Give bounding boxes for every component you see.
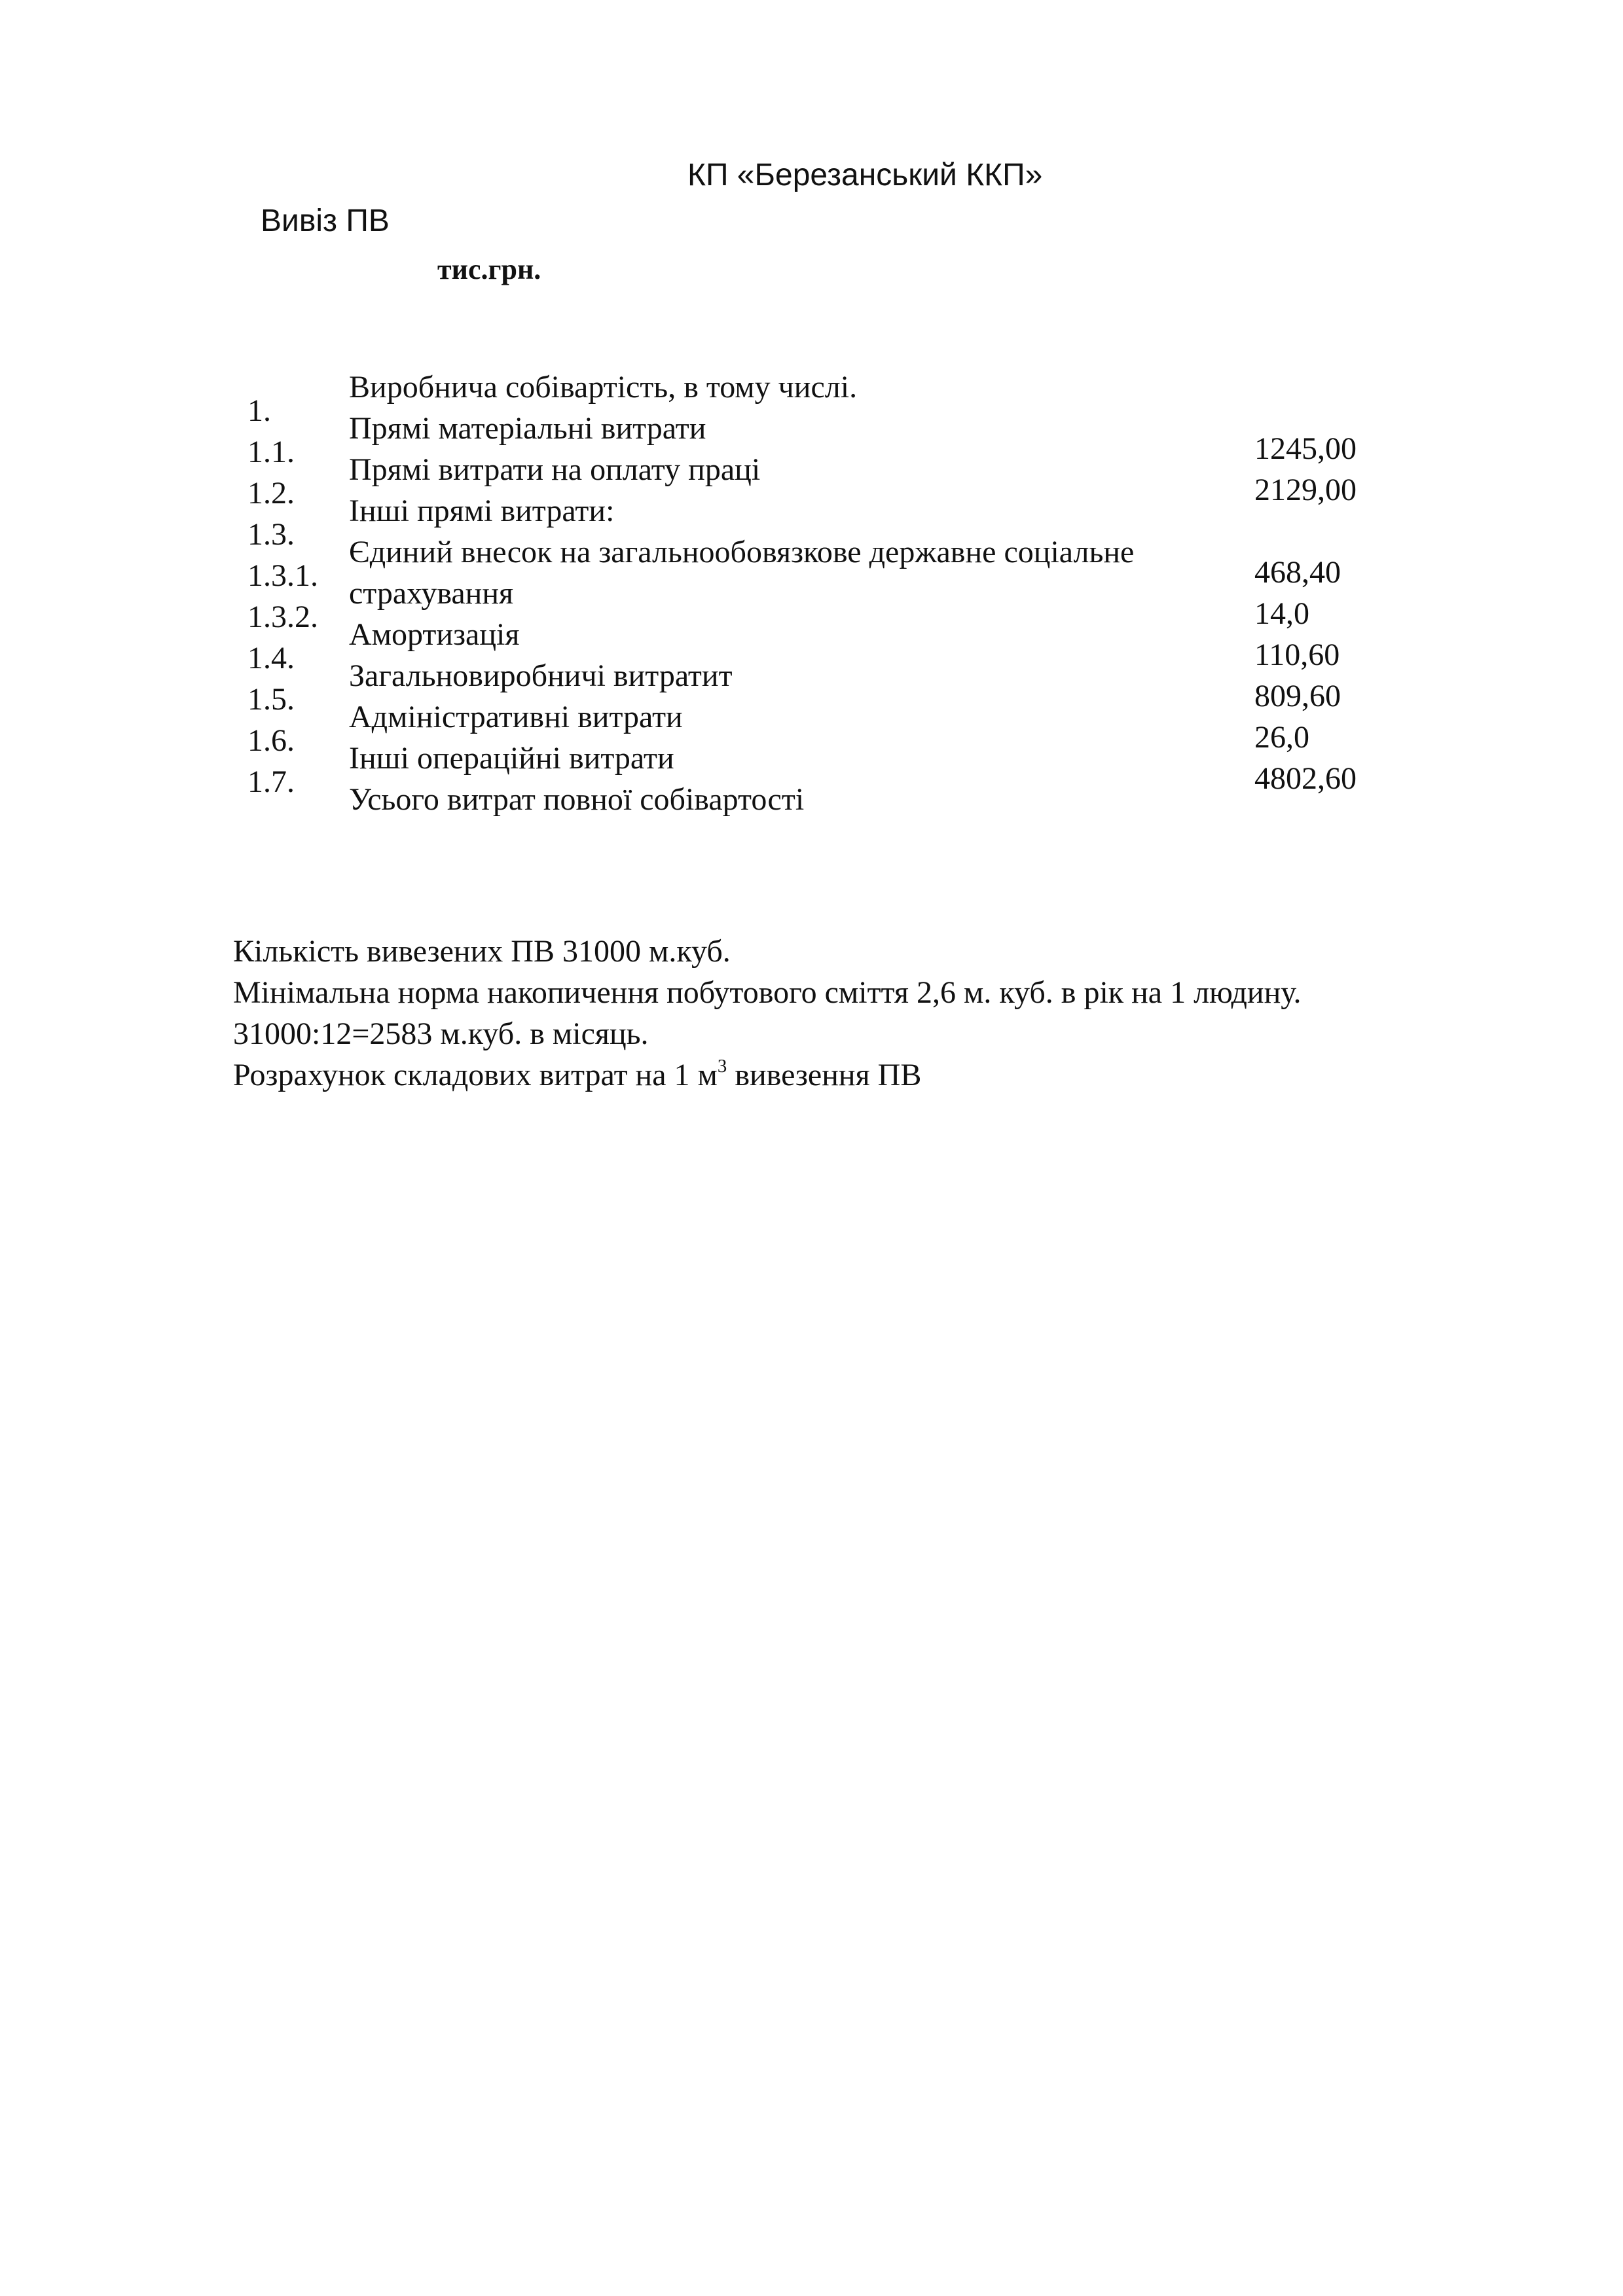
- monthly-calc-note: 31000:12=2583 м.куб. в місяць.: [233, 1016, 649, 1051]
- item-number: 1.2.: [247, 476, 295, 511]
- item-label: Адміністративні витрати: [349, 700, 683, 734]
- calculation-heading-prefix: Розрахунок складових витрат на 1 м: [233, 1058, 718, 1092]
- service-title: Вивіз ПВ: [261, 204, 390, 238]
- item-number: 1.6.: [247, 723, 295, 758]
- item-label-column: [349, 367, 1134, 820]
- item-label: Прямі витрати на оплату праці: [349, 452, 761, 487]
- item-label: страхування: [349, 576, 514, 611]
- volume-note: Кількість вивезених ПВ 31000 м.куб.: [233, 934, 731, 969]
- item-number-column: [247, 390, 318, 802]
- item-value: [1254, 511, 1357, 552]
- item-label: Усього витрат повної собівартості: [349, 782, 805, 817]
- item-label: Інші операційні витрати: [349, 741, 674, 776]
- item-value: 809,60: [1254, 679, 1341, 713]
- company-title: КП «Березанський ККП»: [687, 158, 1043, 192]
- item-label: Загальновиробничі витратит: [349, 658, 733, 693]
- item-number: 1.3.1.: [247, 558, 318, 593]
- item-number: 1.4.: [247, 641, 295, 675]
- item-value: 110,60: [1254, 637, 1340, 672]
- norm-note: Мінімальна норма накопичення побутового сміття 2,6 м. куб. в рік на 1 людину.: [233, 975, 1302, 1010]
- item-value-column: [1254, 428, 1357, 799]
- item-label: Амортизація: [349, 617, 520, 652]
- item-value: 2129,00: [1254, 473, 1357, 507]
- item-label: Виробнича собівартість, в тому числі.: [349, 370, 858, 404]
- cubic-superscript: 3: [717, 1055, 727, 1077]
- item-number: 1.3.2.: [247, 600, 318, 634]
- item-value: 26,0: [1254, 720, 1309, 755]
- item-value: 14,0: [1254, 596, 1309, 631]
- item-value: 468,40: [1254, 555, 1341, 590]
- calculation-heading: [233, 1054, 1301, 1096]
- item-number: 1.7.: [247, 764, 295, 799]
- item-number: 1.5.: [247, 682, 295, 717]
- item-value: 1245,00: [1254, 431, 1357, 466]
- item-number: 1.: [247, 393, 271, 428]
- calculation-heading-suffix: вивезення ПВ: [727, 1058, 922, 1092]
- notes-block: [233, 931, 1301, 1096]
- item-number: 1.3.: [247, 517, 295, 552]
- item-label: Прямі матеріальні витрати: [349, 411, 706, 446]
- item-number: 1.1.: [247, 435, 295, 469]
- unit-label: тис.грн.: [437, 253, 541, 285]
- item-label: Єдиний внесок на загальнообовязкове державне соціальне: [349, 535, 1135, 569]
- item-value: 4802,60: [1254, 761, 1357, 796]
- item-label: Інші прямі витрати:: [349, 493, 615, 528]
